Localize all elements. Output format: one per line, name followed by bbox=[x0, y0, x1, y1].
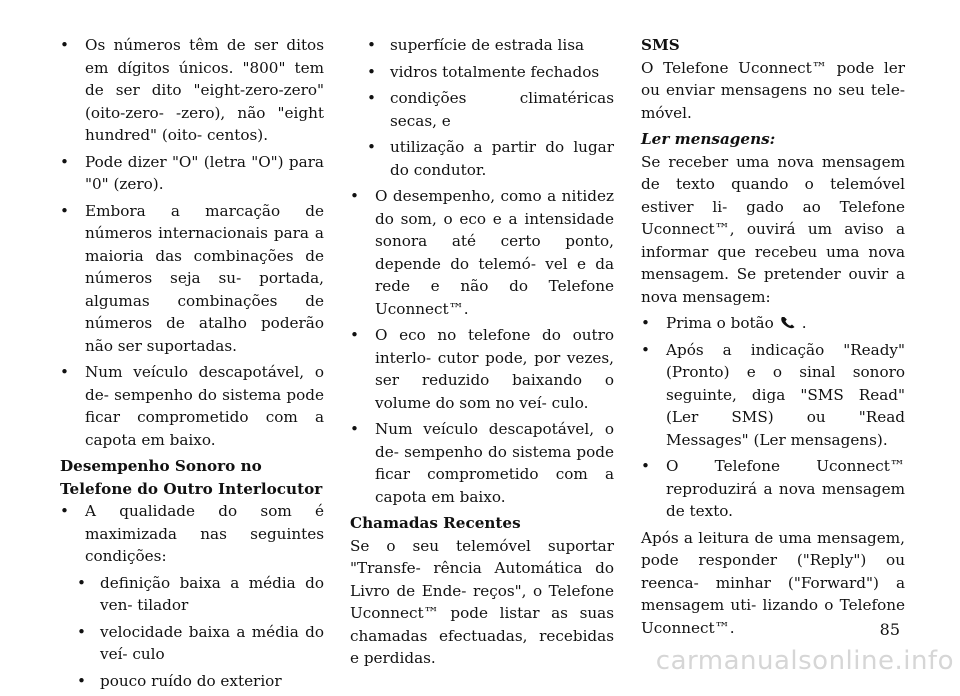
press-button-text: Prima o botão bbox=[666, 314, 774, 332]
watermark-footer: carmanualsonline.info bbox=[655, 646, 954, 676]
sub-bullet-road: • superfície de estrada lisa bbox=[367, 34, 614, 57]
page-number: 85 bbox=[879, 620, 900, 639]
bullet-press-button bbox=[641, 312, 905, 335]
column-2 bbox=[350, 34, 614, 674]
bullet-sound-quality: • A qualidade do som é maximizada nas seguintes condições: bbox=[60, 500, 324, 568]
subheading-read-messages: Ler mensagens: bbox=[641, 130, 776, 148]
bullet-convertible: • Num veículo descapotável, o de- sempenho do sistema pode ficar comprometido com a capota em baixo. bbox=[60, 361, 324, 451]
bullet-convertible-2: • Num veículo descapotável, o de- sempenho do sistema pode ficar comprometido com a capota em baixo. bbox=[350, 418, 614, 508]
paragraph-new-message: Se receber uma nova mensagem de texto quando o telemóvel estiver li- gado ao Telefone Uconnect™, ouvirá um aviso a informar que recebeu uma nova mensagem. Se pretender ouvir a nova mensagem: bbox=[641, 152, 905, 306]
column-1 bbox=[60, 34, 324, 696]
section-heading-sound: Desempenho Sonoro no Telefone do Outro Interlocutor bbox=[60, 457, 323, 498]
paragraph-reply-forward: Após a leitura de uma mensagem, pode responder ("Reply") ou reenca- minhar ("Forward") a mensagem uti- lizando o Telefone Uconnect™. bbox=[641, 528, 905, 637]
bullet-international: • Embora a marcação de números internacionais para a maioria das combinações de números seja su- portada, algumas combinações de números de atalho poderão não ser suportadas. bbox=[60, 200, 324, 358]
sub-bullet-fan: • definição baixa a média do ven- tilador bbox=[77, 572, 324, 617]
section-heading-recent-calls: Chamadas Recentes bbox=[350, 514, 521, 532]
sub-bullet-noise: • pouco ruído do exterior bbox=[77, 670, 324, 693]
sub-bullet-speed: • velocidade baixa a média do veí- culo bbox=[77, 621, 324, 666]
paragraph-recent-calls: Se o seu telemóvel suportar "Transfe- rência Automática do Livro de Ende- reços", o Telefone Uconnect™ pode listar as suas chamadas efectuadas, recebidas e perdidas. bbox=[350, 536, 614, 667]
bullet-echo: • O eco no telefone do outro interlo- cutor pode, por vezes, ser reduzido baixando o volume do som no veí- culo. bbox=[350, 324, 614, 414]
sub-bullet-driver-seat: • utilização a partir do lugar do condutor. bbox=[367, 136, 614, 181]
sub-bullet-windows: • vidros totalmente fechados bbox=[367, 61, 614, 84]
section-heading-sms: SMS bbox=[641, 36, 680, 54]
bullet-digits: • Os números têm de ser ditos em dígitos únicos. "800" tem de ser dito "eight-zero-zero" (oito-zero- -zero), não "eight hundred" (oito- centos). bbox=[60, 34, 324, 147]
bullet-performance: • O desempenho, como a nitidez do som, o eco e a intensidade sonora até certo ponto, depende do telemó- vel e da rede e não do Telefone Uconnect™. bbox=[350, 185, 614, 320]
sub-bullet-weather: • condições climatéricas secas, e bbox=[367, 87, 614, 132]
bullet-letter-o: • Pode dizer "O" (letra "O") para "0" (zero). bbox=[60, 151, 324, 196]
column-3 bbox=[641, 34, 905, 643]
phone-icon bbox=[780, 316, 796, 329]
press-button-period: . bbox=[801, 314, 807, 332]
paragraph-sms-intro: O Telefone Uconnect™ pode ler ou enviar mensagens no seu tele- móvel. bbox=[641, 58, 905, 122]
bullet-reproduce: • O Telefone Uconnect™ reproduzirá a nova mensagem de texto. bbox=[641, 455, 905, 523]
bullet-ready: • Após a indicação "Ready" (Pronto) e o sinal sonoro seguinte, diga "SMS Read" (Ler SMS) ou "Read Messages" (Ler mensagens). bbox=[641, 339, 905, 452]
